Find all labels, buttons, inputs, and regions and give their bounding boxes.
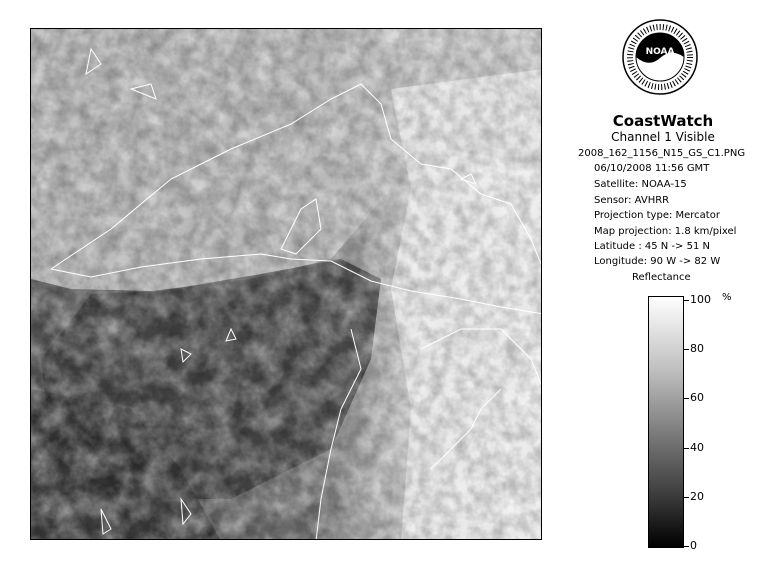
colorbar-tick xyxy=(684,448,689,449)
colorbar-tick-label: 0 xyxy=(690,539,697,552)
reflectance-colorbar xyxy=(648,296,684,548)
noaa-logo xyxy=(621,18,699,100)
colorbar-tick-label: 20 xyxy=(690,489,704,503)
projection-type-text: Projection type: Mercator xyxy=(594,210,720,221)
colorbar-tick xyxy=(684,300,689,301)
colorbar-tick-label: 100 xyxy=(690,293,711,306)
satellite-imagery xyxy=(31,29,542,540)
latitude-text: Latitude : 45 N -> 51 N xyxy=(594,241,710,252)
colorbar-tick-label: 40 xyxy=(690,440,704,454)
sensor-text: Sensor: AVHRR xyxy=(594,195,670,206)
scale-title: Reflectance xyxy=(632,272,691,283)
channel-subtitle: Channel 1 Visible xyxy=(611,130,715,144)
svg-text:NOAA: NOAA xyxy=(645,47,675,57)
longitude-text: Longitude: 90 W -> 82 W xyxy=(594,256,721,267)
datetime-text: 06/10/2008 11:56 GMT xyxy=(594,163,710,174)
colorbar-tick xyxy=(684,497,689,498)
scale-unit: % xyxy=(722,292,732,303)
product-title: CoastWatch xyxy=(612,112,714,130)
satellite-text: Satellite: NOAA-15 xyxy=(594,179,687,190)
colorbar-tick-label: 80 xyxy=(690,342,704,356)
colorbar-tick xyxy=(684,398,689,399)
satellite-image xyxy=(30,28,542,540)
colorbar-tick xyxy=(684,546,689,547)
map-projection-text: Map projection: 1.8 km/pixel xyxy=(594,226,737,237)
filename-text: 2008_162_1156_N15_GS_C1.PNG xyxy=(578,148,746,159)
colorbar-tick-label: 60 xyxy=(690,391,704,405)
colorbar-tick xyxy=(684,349,689,350)
